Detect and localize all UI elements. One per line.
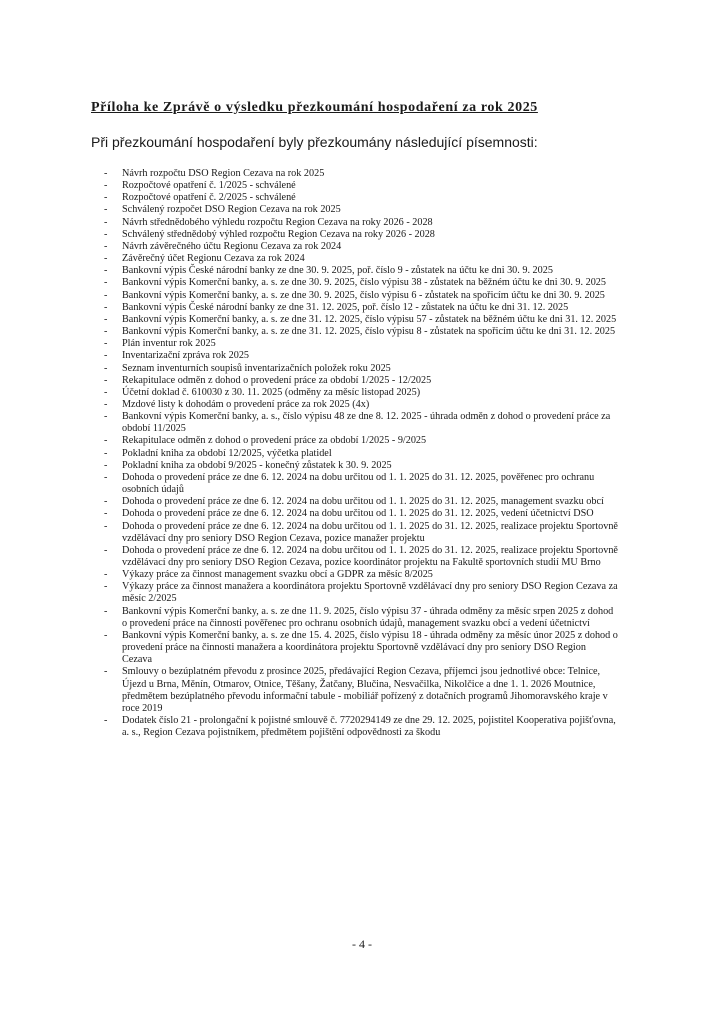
bullet-dash: - bbox=[104, 520, 108, 532]
list-item-text: Mzdové listy k dohodám o provedení práce za rok 2025 (4x) bbox=[122, 398, 370, 410]
list-item bbox=[98, 241, 618, 253]
list-item-text: Dohoda o provedení práce ze dne 6. 12. 2024 na dobu určitou od 1. 1. 2025 do 31. 12. 2025, pověřenec pro ochranu osobních údajů bbox=[122, 471, 595, 496]
list-item-text: Schválený rozpočet DSO Region Cezava na rok 2025 bbox=[122, 204, 341, 216]
bullet-dash: - bbox=[104, 411, 108, 423]
bullet-dash: - bbox=[104, 496, 108, 508]
bullet-dash: - bbox=[104, 447, 108, 459]
list-item bbox=[98, 180, 618, 192]
list-item bbox=[98, 606, 618, 630]
intro-text: Při přezkoumání hospodaření byly přezkoumány následující písemnosti: bbox=[91, 134, 538, 150]
list-item bbox=[98, 375, 618, 387]
list-item-text: Rekapitulace odměn z dohod o provedení práce za období 1/2025 - 9/2025 bbox=[122, 435, 427, 447]
bullet-dash: - bbox=[104, 508, 108, 520]
list-item bbox=[98, 460, 618, 472]
bullet-dash: - bbox=[104, 350, 108, 362]
bullet-dash: - bbox=[104, 301, 108, 313]
list-item-text: Dohoda o provedení práce ze dne 6. 12. 2024 na dobu určitou od 1. 1. 2025 do 31. 12. 2025, vedení účetnictví DSO bbox=[122, 508, 594, 520]
bullet-dash: - bbox=[104, 459, 108, 471]
list-item bbox=[98, 229, 618, 241]
bullet-dash: - bbox=[104, 277, 108, 289]
list-item-text: Výkazy práce za činnost manažera a koordinátora projektu Sportovně vzdělávací dny pro seniory DSO Region Cezava za měsíc 2/2025 bbox=[122, 581, 618, 605]
list-item-text: Dohoda o provedení práce ze dne 6. 12. 2024 na dobu určitou od 1. 1. 2025 do 31. 12. 2025, management svazku obcí bbox=[122, 496, 604, 508]
list-item bbox=[98, 569, 618, 581]
list-item-text: Účetní doklad č. 610030 z 30. 11. 2025 (odměny za měsíc listopad 2025) bbox=[122, 386, 421, 398]
list-item-text: Dohoda o provedení práce ze dne 6. 12. 2024 na dobu určitou od 1. 1. 2025 do 31. 12. 2025, realizace projektu Sportovně vzdělávací dny pro seniory DSO Region Cezava, pozice manažer projektu bbox=[122, 520, 618, 544]
list-item bbox=[98, 302, 618, 314]
list-item-text: Pokladní kniha za období 12/2025, výčetka platidel bbox=[122, 447, 332, 459]
list-item-text: Dohoda o provedení práce ze dne 6. 12. 2024 na dobu určitou od 1. 1. 2025 do 31. 12. 2025, realizace projektu Sportovně vzdělávací dny pro seniory DSO Region Cezava, pozice koordinátor projektu na Fakultě sportovních studií MU Brno bbox=[122, 544, 618, 568]
list-item-text: Závěrečný účet Regionu Cezava za rok 2024 bbox=[122, 253, 305, 265]
list-item-text: Rozpočtové opatření č. 2/2025 - schválené bbox=[122, 192, 296, 204]
bullet-dash: - bbox=[104, 715, 108, 727]
list-item bbox=[98, 521, 618, 545]
list-item bbox=[98, 508, 618, 520]
list-item-text: Plán inventur rok 2025 bbox=[122, 338, 216, 350]
list-item-text: Schválený střednědobý výhled rozpočtu Region Cezava na roky 2026 - 2028 bbox=[122, 228, 435, 240]
bullet-dash: - bbox=[104, 216, 108, 228]
list-item-text: Návrh rozpočtu DSO Region Cezava na rok 2025 bbox=[122, 168, 325, 179]
bullet-dash: - bbox=[104, 605, 108, 617]
list-item bbox=[98, 265, 618, 277]
list-item bbox=[98, 204, 618, 216]
bullet-dash: - bbox=[104, 544, 108, 556]
list-item-text: Dodatek číslo 21 - prolongační k pojistné smlouvě č. 7720294149 ze dne 29. 12. 2025, pojistitel Kooperativa pojišťovna, a. s., Region Cezava pojistníkem, předmětem pojištění odpovědnosti za škodu bbox=[122, 715, 616, 739]
list-item bbox=[98, 350, 618, 362]
list-item-text: Bankovní výpis Komerční banky, a. s. ze dne 30. 9. 2025, číslo výpisu 6 - zůstatek na spořicím účtu ke dni 30. 9. 2025 bbox=[122, 289, 605, 301]
list-item-text: Bankovní výpis Komerční banky, a. s. ze dne 15. 4. 2025, číslo výpisu 18 - úhrada odměny za měsíc únor 2025 z dohod o provedení práce na činnosti manažera a koordinátora projektu Sportovně vzdělávací dny pro seniory DSO Region Cezava bbox=[122, 629, 618, 666]
bullet-dash: - bbox=[104, 253, 108, 265]
list-item-text: Rozpočtové opatření č. 1/2025 - schválené bbox=[122, 180, 296, 192]
bullet-dash: - bbox=[104, 374, 108, 386]
list-item bbox=[98, 290, 618, 302]
document-list bbox=[98, 168, 618, 739]
bullet-dash: - bbox=[104, 180, 108, 192]
list-item bbox=[98, 472, 618, 496]
list-item-text: Bankovní výpis České národní banky ze dne 30. 9. 2025, poř. číslo 9 - zůstatek na účtu ke dni 30. 9. 2025 bbox=[122, 265, 553, 277]
bullet-dash: - bbox=[104, 386, 108, 398]
bullet-dash: - bbox=[104, 326, 108, 338]
list-item-text: Bankovní výpis České národní banky ze dne 31. 12. 2025, poř. číslo 12 - zůstatek na účtu ke dni 31. 12. 2025 bbox=[122, 301, 569, 313]
bullet-dash: - bbox=[104, 192, 108, 204]
list-item-text: Návrh střednědobého výhledu rozpočtu Region Cezava na roky 2026 - 2028 bbox=[122, 216, 433, 228]
list-item bbox=[98, 581, 618, 605]
list-item-text: Bankovní výpis Komerční banky, a. s. ze dne 30. 9. 2025, číslo výpisu 38 - zůstatek na běžném účtu ke dni 30. 9. 2025 bbox=[122, 277, 606, 289]
bullet-dash: - bbox=[104, 228, 108, 240]
list-item bbox=[98, 253, 618, 265]
bullet-dash: - bbox=[104, 569, 108, 581]
list-item bbox=[98, 338, 618, 350]
bullet-dash: - bbox=[104, 204, 108, 216]
list-item bbox=[98, 168, 618, 180]
list-item-text: Bankovní výpis Komerční banky, a. s. ze dne 11. 9. 2025, číslo výpisu 37 - úhrada odměny za měsíc srpen 2025 z dohod o provedení práce na činnosti pověřenec pro ochranu osobních údajů, management svazku obcí a vedení účetnictví bbox=[122, 605, 614, 629]
list-item bbox=[98, 496, 618, 508]
bullet-dash: - bbox=[104, 168, 108, 179]
list-item-text: Seznam inventurních soupisů inventarizačních položek roku 2025 bbox=[122, 362, 391, 374]
list-item bbox=[98, 326, 618, 338]
list-item-text: Výkazy práce za činnost management svazku obcí a GDPR za měsíc 8/2025 bbox=[122, 569, 433, 581]
list-item-text: Bankovní výpis Komerční banky, a. s., číslo výpisu 48 ze dne 8. 12. 2025 - úhrada odměn z dohod o provedení práce za období 11/2025 bbox=[122, 411, 611, 435]
list-item bbox=[98, 387, 618, 399]
list-item bbox=[98, 277, 618, 289]
list-item-text: Bankovní výpis Komerční banky, a. s. ze dne 31. 12. 2025, číslo výpisu 8 - zůstatek na spořicím účtu ke dni 31. 12. 2025 bbox=[122, 326, 616, 338]
list-item bbox=[98, 217, 618, 229]
bullet-dash: - bbox=[104, 666, 108, 678]
list-item bbox=[98, 666, 618, 715]
list-item bbox=[98, 715, 618, 739]
page-title: Příloha ke Zprávě o výsledku přezkoumání hospodaření za rok 2025 bbox=[91, 100, 538, 115]
list-item bbox=[98, 448, 618, 460]
list-item bbox=[98, 314, 618, 326]
bullet-dash: - bbox=[104, 362, 108, 374]
list-item-text: Bankovní výpis Komerční banky, a. s. ze dne 31. 12. 2025, číslo výpisu 57 - zůstatek na běžném účtu ke dni 31. 12. 2025 bbox=[122, 313, 617, 325]
bullet-dash: - bbox=[104, 265, 108, 277]
list-item bbox=[98, 630, 618, 666]
bullet-dash: - bbox=[104, 313, 108, 325]
bullet-dash: - bbox=[104, 289, 108, 301]
bullet-dash: - bbox=[104, 435, 108, 447]
list-item-text: Smlouvy o bezúplatném převodu z prosince 2025, předávající Region Cezava, příjemci jsou jednotlivé obce: Telnice, Újezd u Brna, Měnín, Otmarov, Otnice, Těšany, Žatčany, Blučina, Nesvačilka, Nikolčice a dne 1. 1. 2026 Moutnice, předmětem bezúplatného převodu informační tabule - mobiliář pořízený z dotačních programů Jihomoravského kraje v roce 2019 bbox=[122, 666, 608, 714]
list-item-text: Návrh závěrečného účtu Regionu Cezava za rok 2024 bbox=[122, 240, 342, 252]
list-item-text: Rekapitulace odměn z dohod o provedení práce za období 1/2025 - 12/2025 bbox=[122, 374, 432, 386]
list-item-text: Pokladní kniha za období 9/2025 - konečný zůstatek k 30. 9. 2025 bbox=[122, 459, 392, 471]
list-item bbox=[98, 411, 618, 435]
list-item bbox=[98, 435, 618, 447]
bullet-dash: - bbox=[104, 398, 108, 410]
list-item bbox=[98, 399, 618, 411]
page-number: - 4 - bbox=[352, 937, 372, 951]
bullet-dash: - bbox=[104, 581, 108, 593]
list-item bbox=[98, 545, 618, 569]
bullet-dash: - bbox=[104, 471, 108, 483]
list-item bbox=[98, 363, 618, 375]
list-item bbox=[98, 192, 618, 204]
bullet-dash: - bbox=[104, 240, 108, 252]
list-item-text: Inventarizační zpráva rok 2025 bbox=[122, 350, 250, 362]
bullet-dash: - bbox=[104, 338, 108, 350]
bullet-dash: - bbox=[104, 629, 108, 641]
